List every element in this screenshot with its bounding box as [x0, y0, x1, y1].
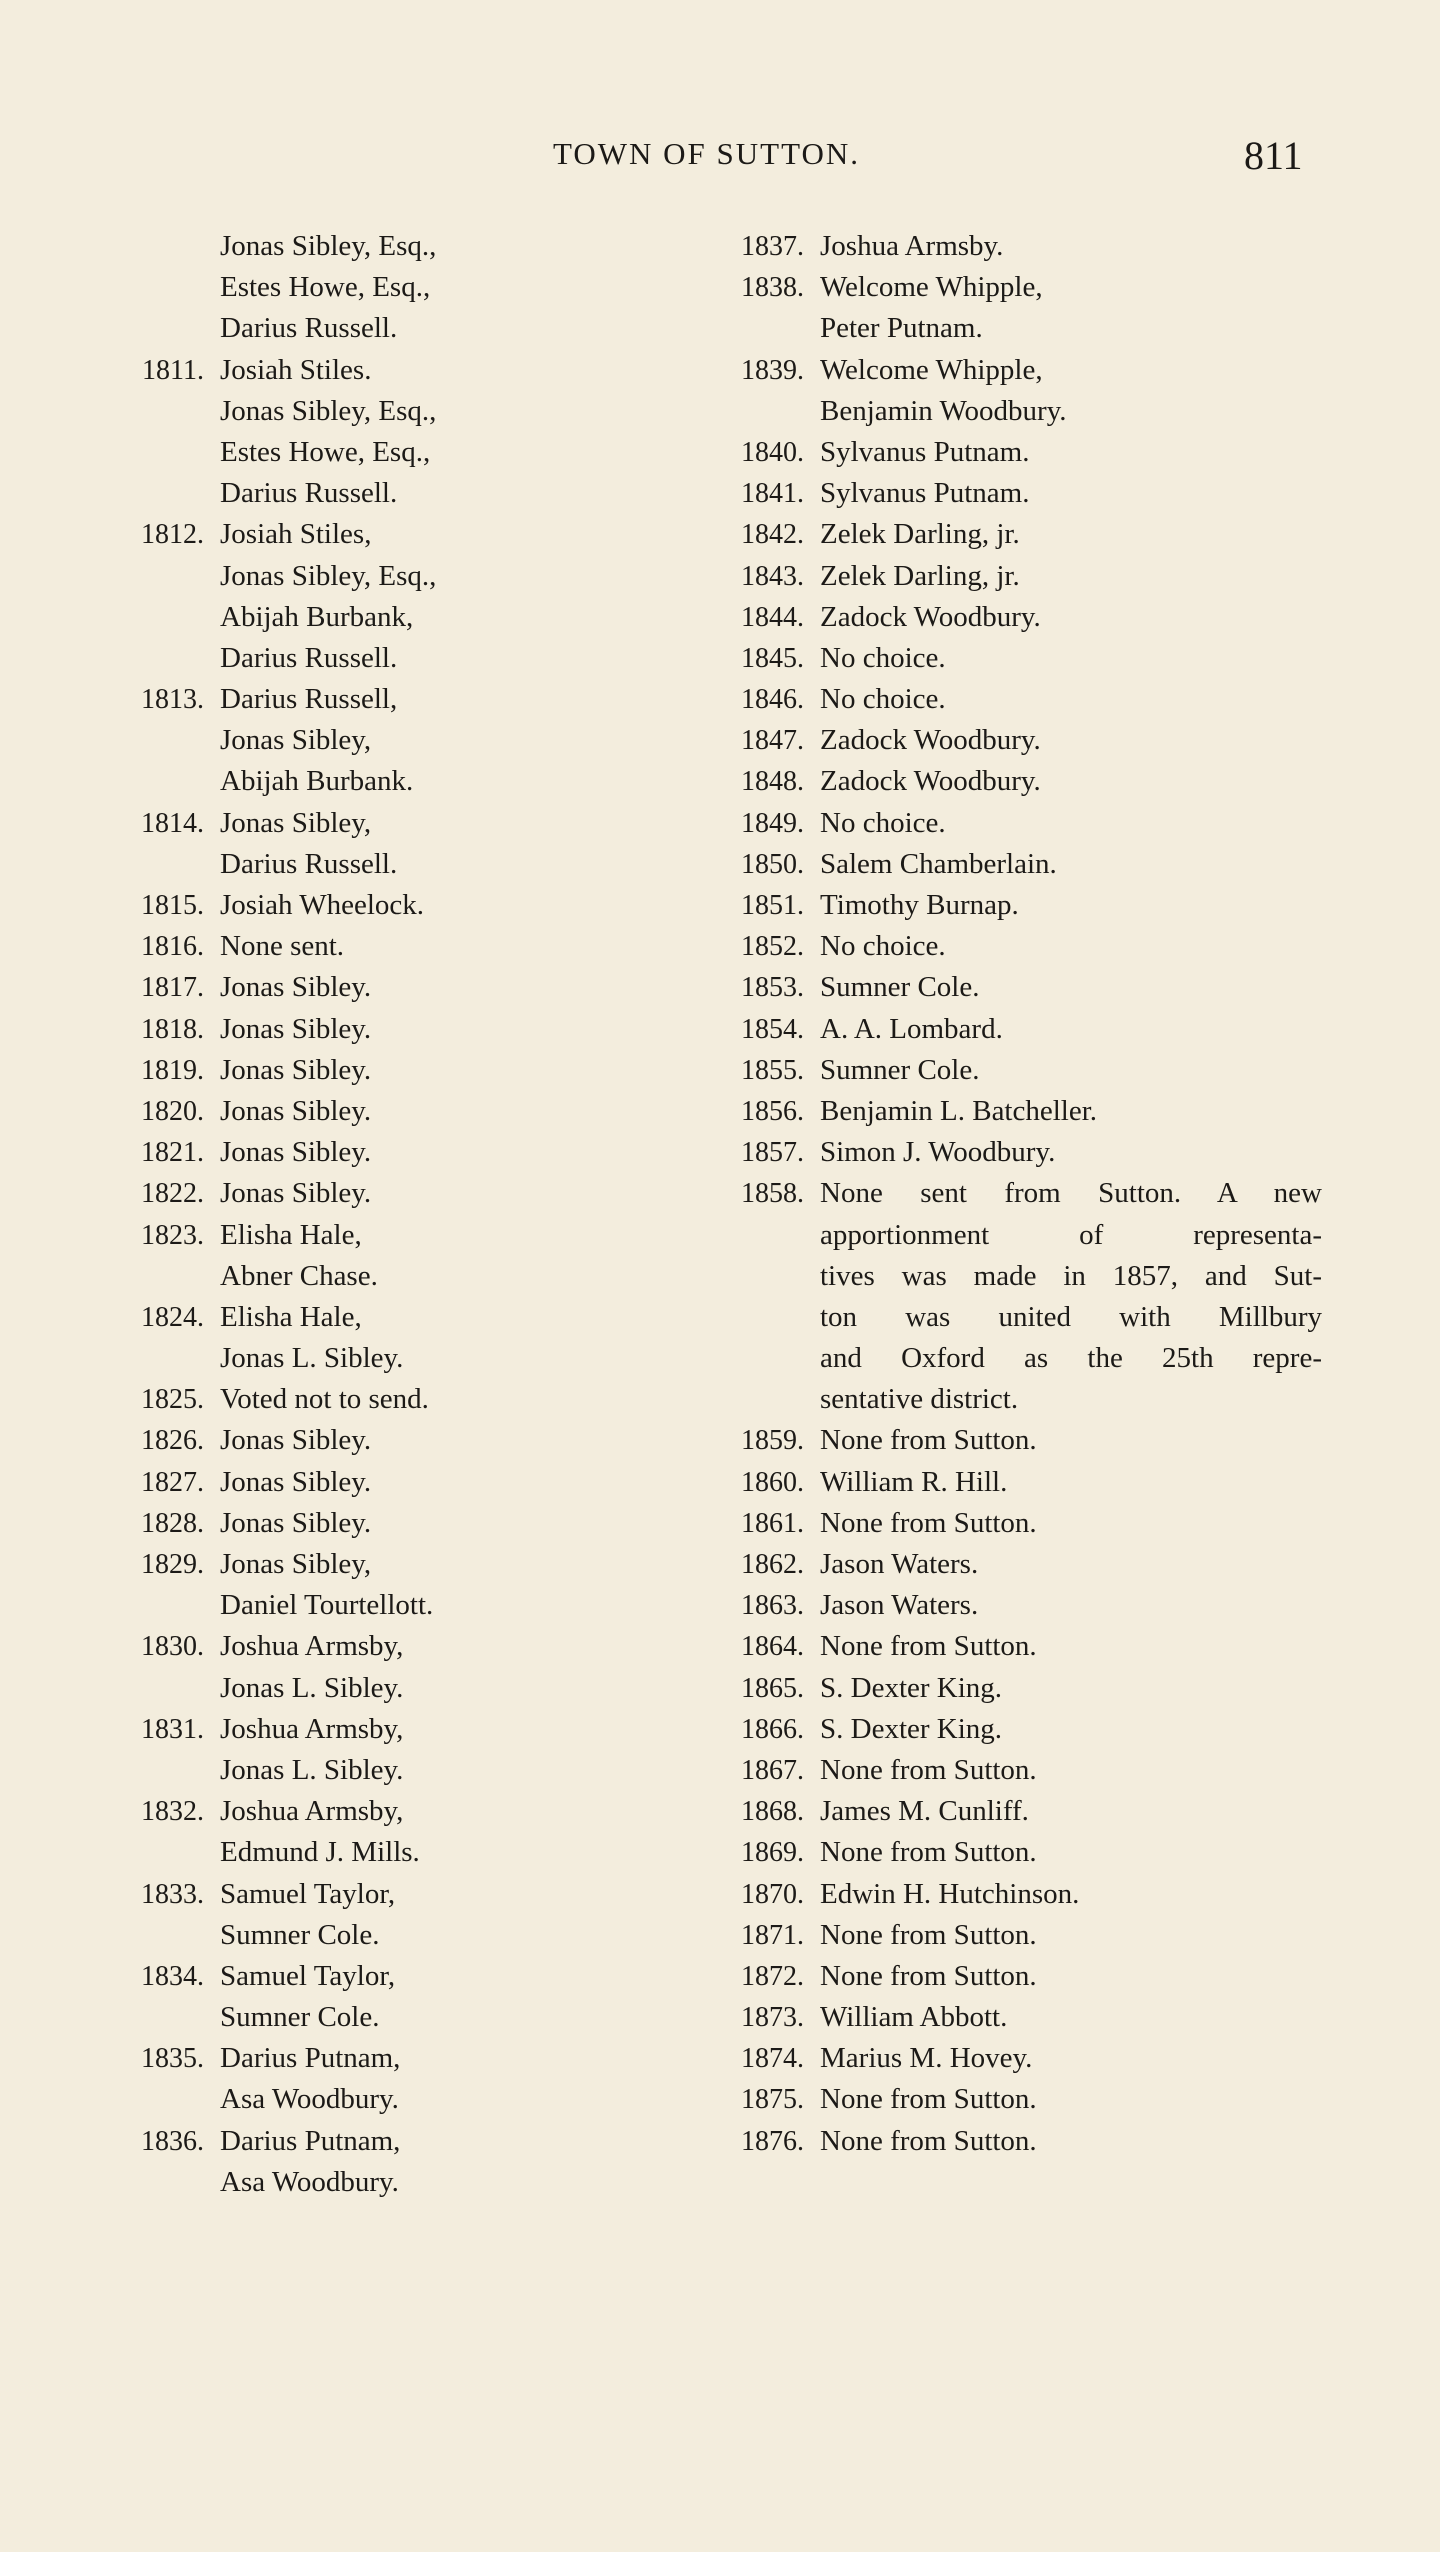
year-label: 1834.: [141, 1960, 204, 1992]
year-label: 1844.: [741, 601, 804, 633]
representative-entry: Abijah Burbank,: [220, 600, 414, 633]
year-label: 1829.: [141, 1549, 204, 1580]
representative-entry: None from Sutton.: [820, 1836, 1037, 1869]
list-item: [700, 720, 1340, 761]
list-item: [700, 1215, 1340, 1256]
list-item: [100, 2162, 660, 2203]
representative-entry: Zadock Woodbury.: [820, 600, 1041, 633]
year-label: 1873.: [741, 2002, 804, 2034]
list-item: [700, 1956, 1340, 1997]
representative-entry: Jonas Sibley.: [220, 1136, 372, 1169]
list-item: [100, 1503, 660, 1544]
year-label: 1870.: [741, 1878, 804, 1910]
year-label: 1854.: [741, 1013, 804, 1045]
year-label: 1827.: [141, 1466, 204, 1498]
list-item: [700, 885, 1340, 926]
representative-entry: Estes Howe, Esq.,: [220, 435, 431, 468]
year-label: 1875.: [741, 2084, 804, 2116]
representative-entry: Jonas Sibley, Esq.,: [220, 559, 437, 592]
list-item: [100, 1832, 660, 1873]
representative-entry: None from Sutton.: [820, 2083, 1037, 2116]
year-label: 1814.: [141, 807, 204, 839]
list-item: [700, 391, 1340, 432]
list-item: [700, 1791, 1340, 1832]
list-item: [700, 1009, 1340, 1050]
list-item: [100, 1626, 660, 1667]
representative-entry: S. Dexter King.: [820, 1712, 1003, 1745]
running-header: [0, 132, 1440, 182]
year-label: 1812.: [141, 519, 204, 551]
year-label: 1853.: [741, 972, 804, 1004]
representative-entry: Elisha Hale,: [220, 1218, 362, 1251]
list-item: [100, 308, 660, 349]
representative-entry: Jonas Sibley.: [220, 1012, 372, 1045]
representative-entry: None from Sutton.: [820, 2124, 1037, 2157]
representative-entry: Salem Chamberlain.: [820, 847, 1057, 880]
representative-entry: Jonas Sibley.: [220, 1506, 372, 1539]
year-label: 1874.: [741, 2043, 804, 2075]
representative-entry: tives was made in 1857, and Sut-: [820, 1259, 1322, 1292]
list-item: [700, 761, 1340, 802]
representative-entry: Darius Russell,: [220, 683, 398, 716]
year-label: 1840.: [741, 436, 804, 468]
year-label: 1861.: [741, 1507, 804, 1539]
representative-entry: None from Sutton.: [820, 1506, 1037, 1539]
list-item: [100, 432, 660, 473]
list-item: [700, 514, 1340, 555]
representative-entry: Sylvanus Putnam.: [820, 435, 1030, 468]
list-item: [700, 1338, 1340, 1379]
list-item: [700, 1874, 1340, 1915]
page-number: 811: [1244, 133, 1303, 178]
year-label: 1832.: [141, 1796, 204, 1828]
representative-entry: William Abbott.: [820, 2001, 1008, 2034]
list-item: [700, 1585, 1340, 1626]
representative-entry: William R. Hill.: [820, 1465, 1008, 1498]
list-item: [700, 1915, 1340, 1956]
list-item: [100, 679, 660, 720]
year-label: 1835.: [141, 2043, 204, 2075]
list-item: [700, 226, 1340, 267]
year-label: 1817.: [141, 972, 204, 1004]
representative-entry: Darius Russell.: [220, 641, 398, 674]
year-label: 1868.: [741, 1796, 804, 1828]
representative-entry: Zelek Darling, jr.: [820, 559, 1020, 592]
representative-entry: Jonas Sibley,: [220, 806, 372, 839]
representative-entry: None from Sutton.: [820, 1753, 1037, 1786]
representative-entry: No choice.: [820, 683, 946, 716]
list-item: [100, 597, 660, 638]
representative-entry: None sent.: [220, 930, 345, 963]
representative-entry: Welcome Whipple,: [820, 353, 1043, 386]
list-item: [700, 1173, 1340, 1214]
year-label: 1876.: [741, 2125, 804, 2157]
list-item: [100, 2121, 660, 2162]
representative-entry: Asa Woodbury.: [220, 2165, 399, 2198]
year-label: 1872.: [741, 1960, 804, 1992]
year-label: 1865.: [741, 1672, 804, 1704]
list-item: [100, 1420, 660, 1461]
list-item: [700, 926, 1340, 967]
year-label: 1813.: [141, 684, 204, 716]
list-item: [700, 844, 1340, 885]
year-label: 1821.: [141, 1137, 204, 1169]
list-item: [100, 1585, 660, 1626]
list-item: [700, 267, 1340, 308]
year-label: 1820.: [141, 1095, 204, 1127]
list-item: [700, 432, 1340, 473]
year-label: 1823.: [141, 1219, 204, 1251]
year-label: 1819.: [141, 1054, 204, 1086]
representative-entry: Jonas Sibley.: [220, 1094, 372, 1127]
list-item: [700, 1132, 1340, 1173]
year-label: 1811.: [142, 354, 204, 386]
representative-entry: Abner Chase.: [220, 1259, 378, 1292]
list-item: [700, 679, 1340, 720]
year-label: 1857.: [741, 1137, 804, 1169]
list-item: [100, 720, 660, 761]
list-item: [700, 1050, 1340, 1091]
list-item: [100, 1462, 660, 1503]
representative-entry: Zelek Darling, jr.: [820, 518, 1020, 551]
representative-entry: Welcome Whipple,: [820, 271, 1043, 304]
year-label: 1825.: [141, 1384, 204, 1416]
list-item: [100, 2079, 660, 2120]
page-title: TOWN OF SUTTON.: [553, 136, 861, 171]
representative-entry: Voted not to send.: [220, 1383, 429, 1416]
representative-entry: Darius Putnam,: [220, 2042, 401, 2075]
list-item: [700, 2038, 1340, 2079]
representative-entry: Estes Howe, Esq.,: [220, 271, 431, 304]
representative-entry: and Oxford as the 25th repre-: [820, 1342, 1322, 1375]
list-item: [700, 967, 1340, 1008]
list-item: [100, 1215, 660, 1256]
list-item: [700, 473, 1340, 514]
representative-entry: Daniel Tourtellott.: [220, 1589, 434, 1622]
representative-entry: Josiah Stiles,: [220, 518, 372, 551]
year-label: 1855.: [741, 1054, 804, 1086]
list-item: [100, 1009, 660, 1050]
representative-entry: Jonas L. Sibley.: [220, 1342, 404, 1375]
year-label: 1841.: [741, 478, 804, 510]
representative-entry: No choice.: [820, 806, 946, 839]
list-item: [100, 1668, 660, 1709]
representative-entry: Samuel Taylor,: [220, 1877, 396, 1910]
representative-entry: Sumner Cole.: [220, 2001, 380, 2034]
year-label: 1866.: [741, 1713, 804, 1745]
year-label: 1845.: [741, 642, 804, 674]
representative-entry: Jonas L. Sibley.: [220, 1753, 404, 1786]
list-item: [100, 473, 660, 514]
list-item: [700, 1420, 1340, 1461]
list-item: [100, 1750, 660, 1791]
list-item: [700, 1462, 1340, 1503]
representative-entry: Abijah Burbank.: [220, 765, 414, 798]
list-item: [100, 1091, 660, 1132]
list-item: [100, 803, 660, 844]
representative-entry: Edwin H. Hutchinson.: [820, 1877, 1080, 1910]
list-item: [700, 1091, 1340, 1132]
left-column: [100, 226, 660, 2203]
year-label: 1818.: [141, 1013, 204, 1045]
list-item: [100, 2038, 660, 2079]
list-item: [100, 1173, 660, 1214]
year-label: 1869.: [741, 1837, 804, 1869]
list-item: [700, 556, 1340, 597]
year-label: 1836.: [141, 2125, 204, 2157]
representative-entry: James M. Cunliff.: [820, 1795, 1029, 1828]
year-label: 1842.: [741, 519, 804, 551]
year-label: 1828.: [141, 1507, 204, 1539]
year-label: 1833.: [141, 1878, 204, 1910]
representative-entry: Jason Waters.: [820, 1548, 979, 1580]
list-item: [700, 308, 1340, 349]
list-item: [100, 844, 660, 885]
representative-entry: Josiah Wheelock.: [220, 889, 425, 921]
list-item: [700, 638, 1340, 679]
representative-entry: ton was united with Millbury: [820, 1300, 1322, 1333]
list-item: [100, 1132, 660, 1173]
representative-entry: Jason Waters.: [820, 1589, 979, 1622]
representative-entry: Sumner Cole.: [820, 1053, 980, 1086]
list-item: [700, 597, 1340, 638]
list-item: [700, 1832, 1340, 1873]
representative-entry: Edmund J. Mills.: [220, 1836, 420, 1869]
representative-entry: Jonas Sibley.: [220, 1424, 372, 1457]
representative-entry: Zadock Woodbury.: [820, 765, 1041, 798]
year-label: 1871.: [741, 1919, 804, 1951]
list-item: [700, 2079, 1340, 2120]
year-label: 1847.: [741, 725, 804, 757]
representative-entry: Joshua Armsby.: [820, 230, 1004, 262]
year-label: 1831.: [141, 1713, 204, 1745]
representative-entry: Josiah Stiles.: [220, 353, 372, 386]
representative-entry: Elisha Hale,: [220, 1300, 362, 1333]
representative-entry: None from Sutton.: [820, 1424, 1037, 1457]
representative-entry: Darius Russell.: [220, 477, 398, 510]
representative-entry: Samuel Taylor,: [220, 1959, 396, 1992]
year-label: 1822.: [141, 1178, 204, 1210]
representative-entry: Simon J. Woodbury.: [820, 1136, 1056, 1169]
representative-entry: None from Sutton.: [820, 1959, 1037, 1992]
year-label: 1856.: [741, 1095, 804, 1127]
representative-entry: Sylvanus Putnam.: [820, 477, 1030, 510]
year-label: 1860.: [741, 1466, 804, 1498]
year-label: 1837.: [741, 231, 804, 262]
representative-entry: Jonas Sibley,: [220, 1548, 372, 1580]
representative-entry: Sumner Cole.: [220, 1918, 380, 1951]
year-label: 1862.: [741, 1549, 804, 1580]
list-item: [700, 1503, 1340, 1544]
representative-entry: Joshua Armsby,: [220, 1795, 404, 1828]
year-label: 1851.: [741, 890, 804, 921]
representative-entry: Jonas Sibley.: [220, 1177, 372, 1210]
year-label: 1864.: [741, 1631, 804, 1663]
representative-entry: S. Dexter King.: [820, 1671, 1003, 1704]
representative-entry: Darius Russell.: [220, 312, 398, 345]
list-item: [100, 1915, 660, 1956]
representative-entry: Joshua Armsby,: [220, 1712, 404, 1745]
year-label: 1815.: [141, 890, 204, 921]
year-label: 1848.: [741, 766, 804, 798]
representative-entry: Jonas Sibley,: [220, 724, 372, 757]
representative-entry: Benjamin L. Batcheller.: [820, 1094, 1098, 1127]
representative-entry: Asa Woodbury.: [220, 2083, 399, 2116]
representative-entry: No choice.: [820, 930, 946, 963]
representative-entry: Joshua Armsby,: [220, 1630, 404, 1663]
representative-entry: Sumner Cole.: [820, 971, 980, 1004]
list-item: [700, 1750, 1340, 1791]
representative-entry: Darius Russell.: [220, 847, 398, 880]
list-item: [100, 967, 660, 1008]
list-item: [700, 1668, 1340, 1709]
list-item: [100, 1791, 660, 1832]
representative-entry: Zadock Woodbury.: [820, 724, 1041, 757]
list-item: [100, 267, 660, 308]
representative-entry: Jonas L. Sibley.: [220, 1671, 404, 1704]
year-label: 1824.: [141, 1301, 204, 1333]
representative-entry: Jonas Sibley.: [220, 1053, 372, 1086]
right-column: [700, 226, 1340, 2162]
representative-entry: No choice.: [820, 641, 946, 674]
representative-entry: Timothy Burnap.: [820, 889, 1019, 921]
list-item: [700, 1379, 1340, 1420]
list-item: [700, 1544, 1340, 1585]
list-item: [100, 1379, 660, 1420]
list-item: [700, 2121, 1340, 2162]
list-item: [100, 1297, 660, 1338]
year-label: 1849.: [741, 807, 804, 839]
list-item: [100, 1956, 660, 1997]
list-item: [100, 556, 660, 597]
representative-entry: None from Sutton.: [820, 1630, 1037, 1663]
representative-entry: Jonas Sibley, Esq.,: [220, 230, 437, 262]
representative-entry: Jonas Sibley.: [220, 971, 372, 1004]
representative-entry: Benjamin Woodbury.: [820, 394, 1067, 427]
representative-entry: Jonas Sibley, Esq.,: [220, 394, 437, 427]
list-item: [100, 761, 660, 802]
list-item: [700, 350, 1340, 391]
year-label: 1867.: [741, 1754, 804, 1786]
list-item: [100, 391, 660, 432]
list-item: [700, 1709, 1340, 1750]
list-item: [700, 1997, 1340, 2038]
year-label: 1850.: [741, 848, 804, 880]
representative-entry: Peter Putnam.: [820, 312, 983, 345]
year-label: 1863.: [741, 1590, 804, 1622]
representative-entry: None from Sutton.: [820, 1918, 1037, 1951]
list-item: [100, 1050, 660, 1091]
year-label: 1816.: [141, 931, 204, 963]
representative-entry: A. A. Lombard.: [820, 1012, 1003, 1045]
representative-entry: Darius Putnam,: [220, 2124, 401, 2157]
year-label: 1830.: [141, 1631, 204, 1663]
list-item: [100, 1256, 660, 1297]
representative-entry: sentative district.: [820, 1383, 1019, 1416]
list-item: [100, 638, 660, 679]
list-item: [700, 1256, 1340, 1297]
list-item: [100, 1997, 660, 2038]
list-item: [100, 1544, 660, 1585]
year-label: 1846.: [741, 684, 804, 716]
year-label: 1859.: [741, 1425, 804, 1457]
year-label: 1838.: [741, 272, 804, 304]
year-label: 1852.: [741, 931, 804, 963]
list-item: [100, 350, 660, 391]
representative-entry: Marius M. Hovey.: [820, 2042, 1033, 2075]
representative-entry: None sent from Sutton. A new: [820, 1177, 1322, 1210]
year-label: 1826.: [141, 1425, 204, 1457]
list-item: [700, 1626, 1340, 1667]
list-item: [100, 1709, 660, 1750]
list-item: [100, 226, 660, 267]
year-label: 1858.: [741, 1178, 804, 1210]
list-item: [700, 1297, 1340, 1338]
list-item: [700, 803, 1340, 844]
representative-entry: Jonas Sibley.: [220, 1465, 372, 1498]
list-item: [100, 1874, 660, 1915]
list-item: [100, 1338, 660, 1379]
year-label: 1843.: [741, 560, 804, 592]
representative-entry: apportionment of representa-: [820, 1218, 1322, 1251]
list-item: [100, 514, 660, 555]
list-item: [100, 885, 660, 926]
year-label: 1839.: [741, 354, 804, 386]
list-item: [100, 926, 660, 967]
